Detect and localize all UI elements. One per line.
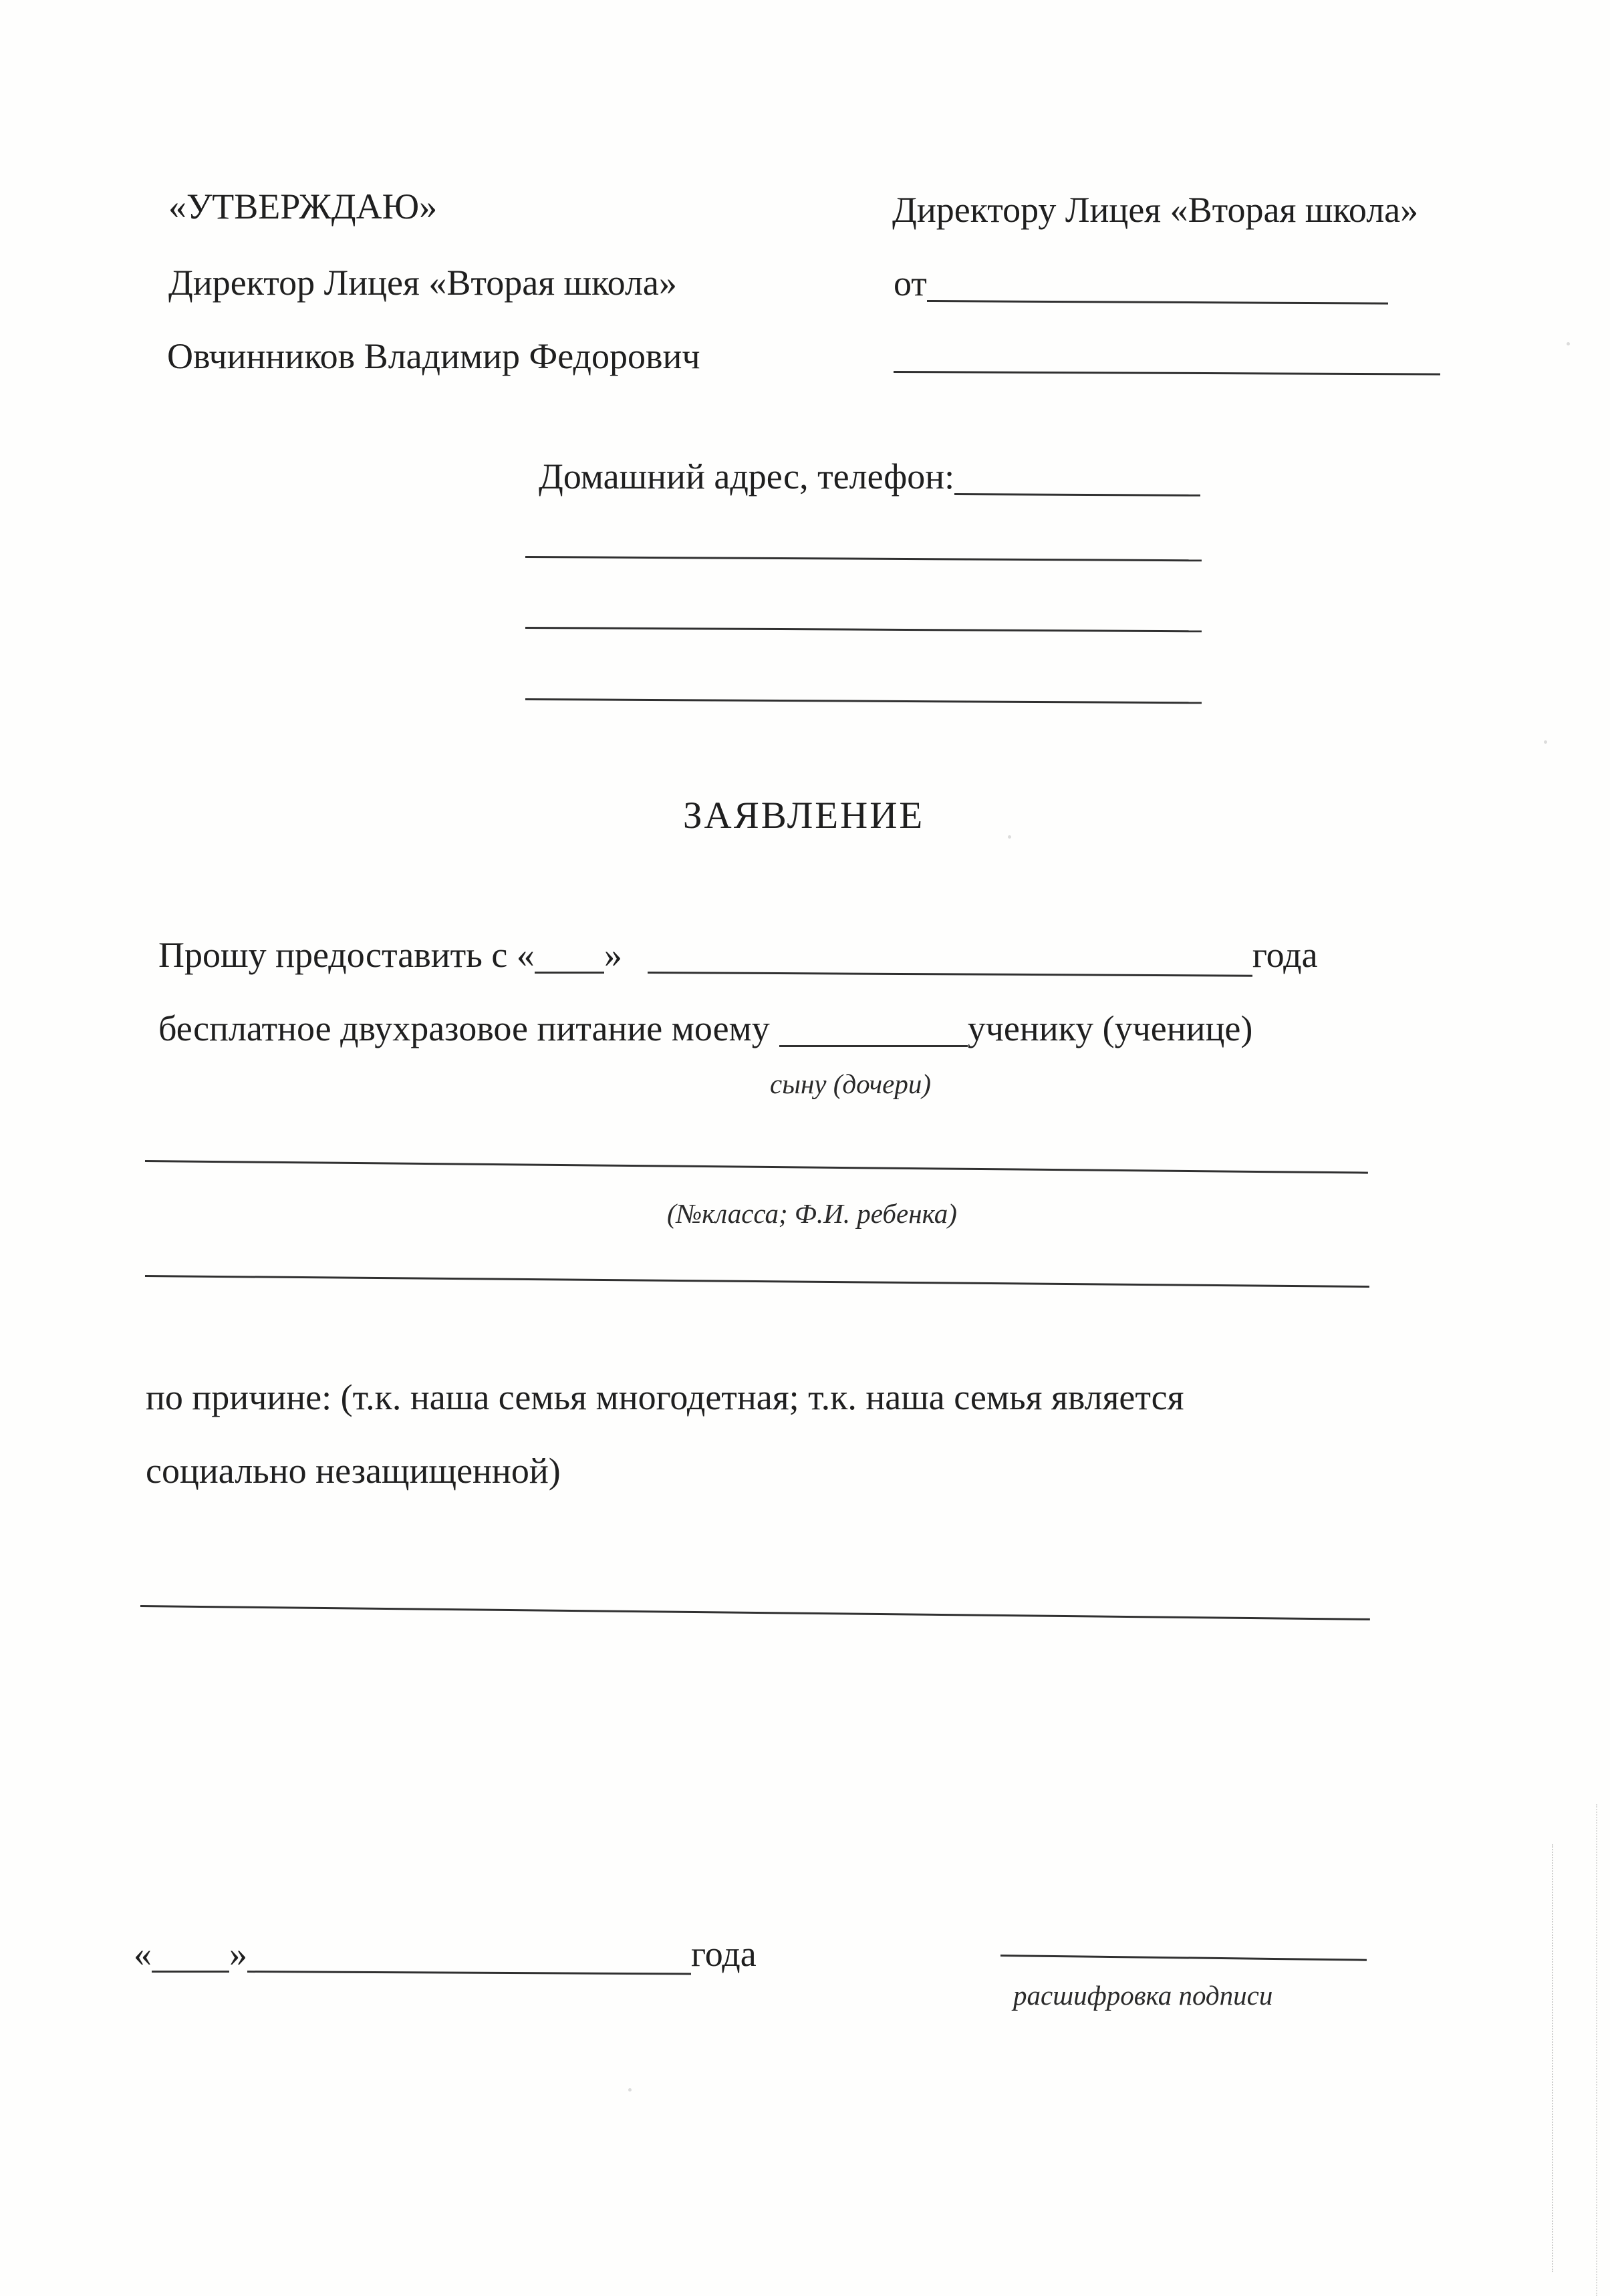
from-field-line-2[interactable] [894,371,1440,376]
request-line2-suffix: ученику (ученице) [967,1008,1253,1048]
request-line1-suffix: года [1252,935,1318,975]
address-label: Домашний адрес, телефон: [539,456,955,496]
approve-position: Директор Лицея «Вторая школа» [168,263,677,303]
start-day-field-line[interactable] [535,972,604,974]
from-field-line[interactable] [927,300,1388,305]
class-child-field-line[interactable] [145,1160,1368,1174]
scan-artifact-dotted-line [1552,1844,1553,2272]
address-row [539,456,1200,497]
from-row [894,263,1388,304]
scan-artifact-dotted-line [1596,1804,1597,2296]
sign-date-suffix: года [691,1934,757,1974]
address-field-line-4[interactable] [525,698,1202,704]
class-child-hint: (№класса; Ф.И. ребенка) [667,1198,957,1229]
scan-speck [1544,740,1547,744]
sign-day-field-line[interactable] [152,1971,229,1973]
request-line1-close-quote: » [603,935,622,975]
class-child-field-line-2[interactable] [145,1275,1369,1288]
address-field-line-3[interactable] [525,627,1202,632]
request-line-2 [158,1008,1252,1049]
from-label: от [894,263,927,303]
reason-line-1: по причине: (т.к. наша семья многодетная; т.к. наша семья является [146,1377,1184,1417]
sign-date-row [134,1933,757,1975]
sign-date-open-quote: « [134,1934,152,1974]
reason-field-line[interactable] [140,1605,1370,1620]
request-line1-text: Прошу предоставить с « [158,935,535,975]
reason-line-2: социально незащищенной) [146,1451,561,1491]
page-title: ЗАЯВЛЕНИЕ [683,795,925,837]
son-daughter-field-line[interactable] [779,1045,968,1047]
address-field-line[interactable] [954,493,1200,496]
scan-speck [1567,342,1570,345]
son-daughter-hint: сыну (дочери) [770,1068,931,1099]
request-line-1 [158,934,1318,976]
sign-month-year-field-line[interactable] [247,1971,691,1975]
signature-field-line[interactable] [1000,1955,1367,1961]
signature-hint: расшифровка подписи [1013,1980,1273,2011]
scan-speck [1008,835,1011,839]
addressee-line: Директору Лицея «Вторая школа» [892,190,1419,230]
start-month-year-field-line[interactable] [648,972,1252,977]
sign-date-close-quote: » [229,1934,247,1974]
scan-speck [628,2088,632,2092]
request-line2-text: бесплатное двухразовое питание моему [158,1008,770,1048]
approve-name: Овчинников Владимир Федорович [167,336,700,376]
approve-label: «УТВЕРЖДАЮ» [168,186,438,227]
address-field-line-2[interactable] [525,556,1202,561]
